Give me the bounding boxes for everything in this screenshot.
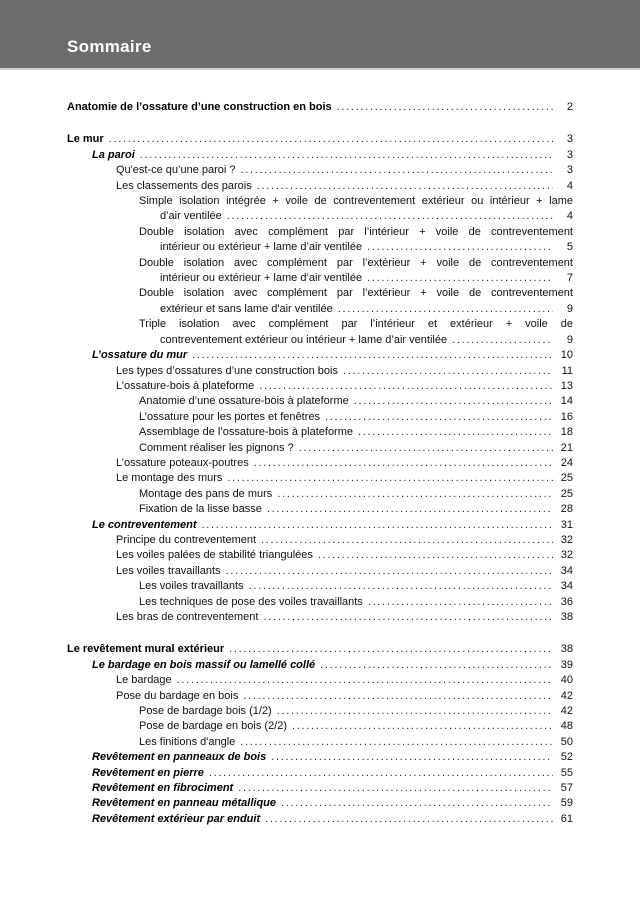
toc-entry-label: Les voiles travaillants	[139, 580, 244, 593]
toc-entry	[67, 548, 573, 563]
dot-leader	[192, 348, 553, 363]
page-number: 2	[566, 101, 573, 113]
toc-entry	[67, 132, 573, 147]
page-number: 52	[560, 751, 573, 764]
dot-leader	[261, 533, 553, 548]
toc-entry-label: Revêtement en pierre	[92, 766, 204, 779]
toc-entry-line	[67, 471, 573, 486]
toc-entry	[67, 595, 573, 610]
dot-leader	[368, 595, 553, 610]
toc-entry-label: Le mur	[67, 133, 104, 146]
toc-entry-line	[67, 796, 573, 811]
page-number: 25	[560, 472, 573, 485]
toc-entry-label: intérieur ou extérieur + lame d’air ventilée	[160, 241, 363, 254]
dot-leader	[254, 456, 553, 471]
toc-entry-line	[67, 658, 573, 673]
toc-entry-line	[67, 781, 573, 796]
toc-entry-label: Anatomie de l’ossature d’une construction en bois	[67, 101, 332, 113]
dot-leader	[240, 735, 553, 750]
page-number: 32	[560, 533, 573, 546]
toc-entry-label: Le bardage	[116, 674, 172, 687]
toc-entry-line	[67, 610, 573, 625]
toc-entry-line	[67, 163, 573, 178]
toc-entry-line	[67, 689, 573, 704]
toc-entry	[67, 487, 573, 502]
toc-entry	[67, 100, 573, 115]
dot-leader	[318, 548, 553, 563]
toc-entry-label: Principe du contreventement	[116, 533, 257, 546]
page-number: 4	[566, 210, 573, 223]
dot-leader	[277, 487, 553, 502]
toc-entry	[67, 441, 573, 456]
toc-entry-label: Le revêtement mural extérieur	[67, 643, 225, 656]
page-number: 55	[560, 766, 573, 779]
toc-entry-line	[67, 518, 573, 533]
dot-leader	[292, 719, 553, 734]
toc-entry	[67, 610, 573, 625]
toc-entry-label: Anatomie d’une ossature-bois à plateforme	[139, 395, 349, 408]
toc-entry-line	[67, 333, 573, 348]
toc-entry-label: Les finitions d'angle	[139, 735, 236, 748]
toc-entry-line	[67, 302, 573, 317]
toc-entry-line	[67, 209, 573, 224]
dot-leader	[277, 704, 553, 719]
page-number: 34	[560, 564, 573, 577]
toc-entry-line	[67, 548, 573, 563]
toc-entry-label: Assemblage de l’ossature-bois à plateforme	[139, 426, 354, 439]
page-number: 9	[566, 333, 573, 346]
toc-entry-line	[67, 735, 573, 750]
dot-leader	[281, 796, 553, 811]
toc-entry-line	[67, 410, 573, 425]
dot-leader	[140, 148, 553, 163]
dot-leader	[325, 410, 553, 425]
dot-leader	[259, 379, 553, 394]
toc-entry	[67, 194, 573, 225]
toc-entry	[67, 673, 573, 688]
toc-entry	[67, 394, 573, 409]
toc-entry-line	[67, 100, 573, 115]
toc-entry	[67, 256, 573, 287]
toc-entry-line	[67, 456, 573, 471]
page-title: Sommaire	[67, 37, 152, 56]
toc-entry-label: intérieur ou extérieur + lame d’air ventilée	[160, 272, 363, 285]
dot-leader	[320, 658, 553, 673]
dot-leader	[358, 425, 553, 440]
page-number: 59	[560, 797, 573, 810]
page-number: 42	[560, 705, 573, 718]
toc-entry-line	[67, 379, 573, 394]
page-number: 38	[560, 643, 573, 656]
page-number: 14	[560, 395, 573, 408]
toc-entry	[67, 689, 573, 704]
toc-entry-label: contreventement extérieur ou intérieur + lame d’air ventilée	[160, 333, 448, 346]
toc-entry-label: Revêtement extérieur par enduit	[92, 812, 261, 825]
page-number: 50	[560, 735, 573, 748]
toc-entry-label: Le montage des murs	[116, 472, 223, 485]
page-number: 34	[560, 580, 573, 593]
toc-entry-label: La paroi	[92, 148, 135, 161]
page-number: 7	[566, 272, 573, 285]
toc-entry	[67, 812, 573, 827]
dot-leader	[109, 132, 553, 147]
toc-entry	[67, 766, 573, 781]
page-number: 11	[561, 364, 573, 377]
toc-entry-text: Double isolation avec complément par l’extérieur + voile de contreventement	[139, 256, 573, 269]
dot-leader	[452, 333, 553, 348]
toc-entry	[67, 364, 573, 379]
toc-entry-line	[67, 394, 573, 409]
toc-entry-line	[67, 148, 573, 163]
dot-leader	[343, 364, 553, 379]
dot-leader	[263, 610, 553, 625]
toc-entry-label: Revêtement en panneaux de bois	[92, 751, 267, 764]
toc-entry	[67, 502, 573, 517]
toc-entry	[67, 379, 573, 394]
toc-entry	[67, 781, 573, 796]
toc-entry	[67, 148, 573, 163]
toc-entry-label: Les classements des parois	[116, 179, 252, 192]
dot-leader	[226, 564, 553, 579]
page-number: 32	[560, 549, 573, 562]
toc-entry	[67, 410, 573, 425]
dot-leader	[265, 812, 553, 827]
toc-entry-label: Revêtement en fibrociment	[92, 782, 234, 795]
toc-entry-label: Les techniques de pose des voiles travaillants	[139, 595, 363, 608]
toc-entry-text: Simple isolation intégrée + voile de contreventement extérieur ou intérieur + lame	[139, 195, 573, 208]
page-number: 18	[560, 426, 573, 439]
toc-entry-label: L’ossature du mur	[92, 349, 188, 362]
dot-leader	[354, 394, 553, 409]
toc-entry	[67, 518, 573, 533]
toc-entry-label: L’ossature-bois à plateforme	[116, 379, 255, 392]
toc-entry	[67, 179, 573, 194]
toc-entry-line	[67, 750, 573, 765]
page-number: 42	[560, 689, 573, 702]
toc-entry-text: Double isolation avec complément par l’extérieur + voile de contreventement	[139, 287, 573, 300]
toc-entry	[67, 425, 573, 440]
dot-leader	[267, 502, 553, 517]
toc-entry	[67, 796, 573, 811]
page-number: 25	[560, 487, 573, 500]
toc-entry-line	[67, 533, 573, 548]
page-number: 57	[560, 782, 573, 795]
toc-entry-line	[67, 441, 573, 456]
toc-entry-line	[67, 564, 573, 579]
dot-leader	[227, 471, 553, 486]
dot-leader	[257, 179, 553, 194]
toc-entry-line	[67, 487, 573, 502]
toc-entry-label: d’air ventilée	[160, 210, 222, 223]
toc-entry-label: Le contreventement	[92, 518, 197, 531]
dot-leader	[338, 302, 553, 317]
toc-entry-line	[67, 812, 573, 827]
toc-entry	[67, 348, 573, 363]
dot-leader	[241, 163, 553, 178]
table-of-contents	[0, 70, 640, 827]
page-number: 16	[560, 410, 573, 423]
page-number: 39	[560, 658, 573, 671]
toc-entry	[67, 579, 573, 594]
toc-entry-line	[67, 271, 573, 286]
dot-leader	[367, 240, 553, 255]
dot-leader	[229, 642, 553, 657]
dot-leader	[209, 766, 553, 781]
toc-entry	[67, 225, 573, 256]
toc-entry	[67, 564, 573, 579]
toc-entry-label: Le bardage en bois massif ou lamellé collé	[92, 658, 316, 671]
dot-leader	[337, 100, 553, 115]
toc-entry-line	[67, 766, 573, 781]
toc-entry-label: Les types d’ossatures d’une construction bois	[116, 364, 338, 377]
dot-leader	[249, 579, 553, 594]
toc-entry	[67, 533, 573, 548]
toc-entry-line	[67, 502, 573, 517]
page-number: 21	[560, 441, 573, 454]
page-number: 24	[560, 456, 573, 469]
page-number: 9	[566, 302, 573, 315]
toc-entry-label: Pose de bardage bois (1/2)	[139, 705, 272, 718]
header-bar	[0, 0, 640, 70]
dot-leader	[227, 209, 553, 224]
toc-entry-line	[67, 595, 573, 610]
toc-entry-label: extérieur et sans lame d'air ventilée	[160, 302, 333, 315]
page-number: 3	[566, 148, 573, 161]
toc-entry-label: Fixation de la lisse basse	[139, 503, 262, 516]
toc-entry-label: Qu'est-ce qu’une paroi ?	[116, 164, 236, 177]
toc-entry-label: Les bras de contreventement	[116, 611, 259, 623]
toc-entry	[67, 456, 573, 471]
toc-entry-line	[67, 425, 573, 440]
toc-entry-label: Pose de bardage en bois (2/2)	[139, 720, 287, 733]
toc-entry-line	[67, 348, 573, 363]
toc-entry-text: Triple isolation avec complément par l’intérieur et extérieur + voile de	[139, 318, 573, 331]
toc-entry	[67, 286, 573, 317]
toc-entry-label: Les voiles palées de stabilité triangulées	[116, 549, 313, 562]
dot-leader	[367, 271, 553, 286]
toc-entry-label: Revêtement en panneau métallique	[92, 797, 276, 810]
dot-leader	[202, 518, 553, 533]
toc-entry-line	[67, 704, 573, 719]
toc-entry-line	[67, 642, 573, 657]
toc-entry-label: Montage des pans de murs	[139, 487, 273, 500]
page-number: 4	[566, 179, 573, 192]
toc-entry	[67, 719, 573, 734]
page-number: 28	[560, 503, 573, 516]
toc-entry-text: Double isolation avec complément par l’intérieur + voile de contreventement	[139, 225, 573, 238]
dot-leader	[238, 781, 553, 796]
page-number: 38	[560, 611, 573, 623]
toc-entry-line	[67, 673, 573, 688]
page-number: 10	[560, 349, 573, 362]
page-number: 48	[560, 720, 573, 733]
toc-entry-line	[67, 240, 573, 255]
page-number: 61	[560, 812, 573, 825]
toc-entry-line	[67, 364, 573, 379]
toc-entry	[67, 750, 573, 765]
page-number: 3	[566, 133, 573, 146]
toc-entry	[67, 471, 573, 486]
toc-entry-line	[67, 719, 573, 734]
page-number: 31	[560, 518, 573, 531]
toc-entry	[67, 704, 573, 719]
toc-entry-label: L’ossature pour les portes et fenêtres	[139, 410, 320, 423]
dot-leader	[271, 750, 553, 765]
toc-entry	[67, 735, 573, 750]
toc-entry	[67, 163, 573, 178]
dot-leader	[177, 673, 553, 688]
toc-entry	[67, 642, 573, 657]
page-number: 3	[566, 164, 573, 177]
toc-entry-label: Les voiles travaillants	[116, 564, 221, 577]
page-number: 5	[566, 241, 573, 254]
toc-entry-label: Pose du bardage en bois	[116, 689, 239, 702]
dot-leader	[299, 441, 553, 456]
page-number: 36	[560, 595, 573, 608]
toc-entry	[67, 658, 573, 673]
toc-entry-line	[67, 579, 573, 594]
toc-entry-line	[67, 179, 573, 194]
page-number: 13	[560, 379, 573, 392]
dot-leader	[243, 689, 553, 704]
toc-entry-line	[67, 132, 573, 147]
toc-entry-label: Comment réaliser les pignons ?	[139, 441, 294, 454]
toc-entry-label: L’ossature poteaux-poutres	[116, 456, 249, 469]
toc-entry	[67, 317, 573, 348]
page-number: 40	[560, 674, 573, 687]
